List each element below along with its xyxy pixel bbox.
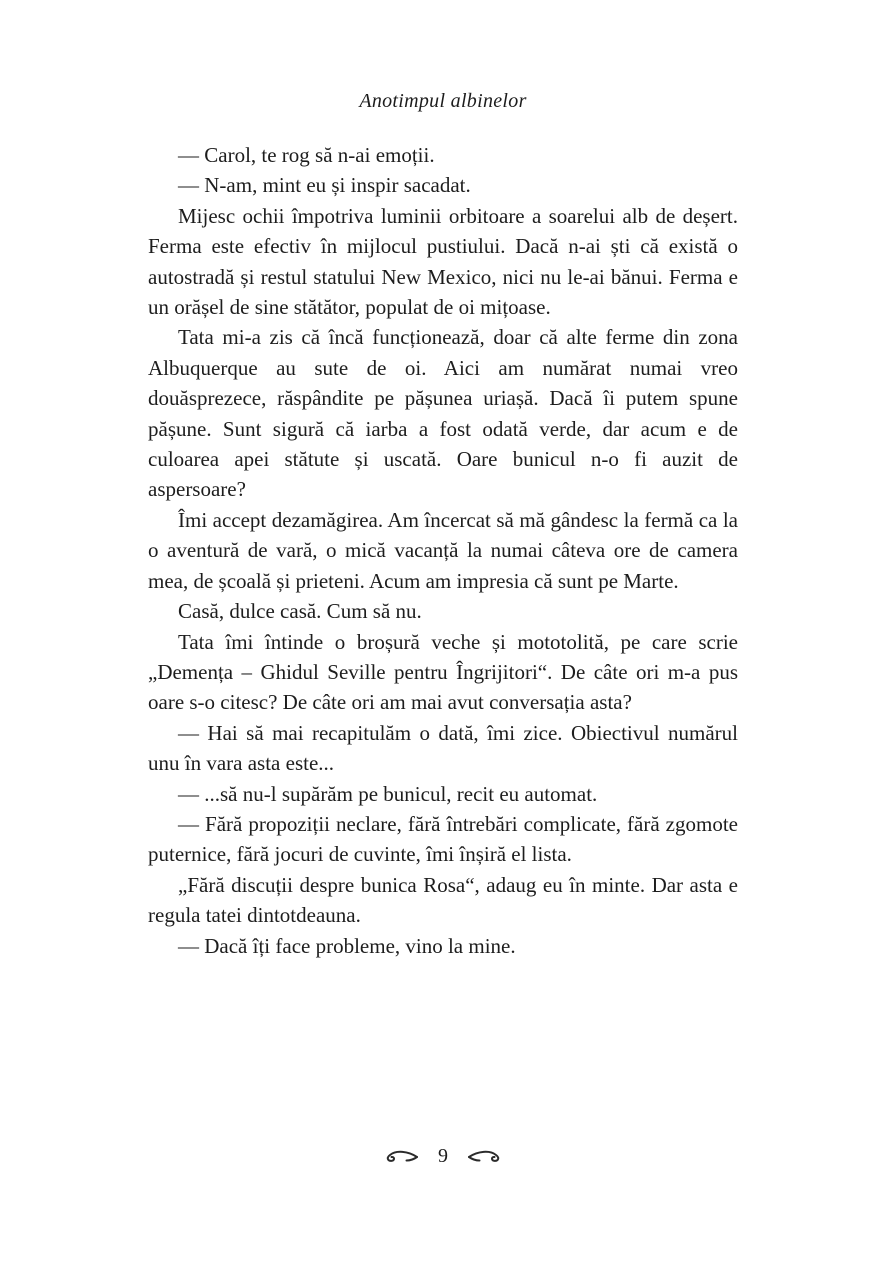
fleuron-left-icon (384, 1148, 418, 1164)
paragraph: — N-am, mint eu și inspir sacadat. (178, 173, 471, 198)
page-footer (148, 1146, 738, 1166)
paragraph: — Hai să mai recapitulăm o dată, îmi zice. Obiectivul numărul unu în vara asta este... (148, 720, 738, 776)
paragraph: „Fără discuții despre bunica Rosa“, adaug eu în minte. Dar asta e regula tatei dintotdeauna. (148, 872, 738, 928)
running-head: Anotimpul albinelor (359, 90, 527, 112)
body-text (148, 140, 738, 961)
paragraph: — Fără propoziții neclare, fără întrebări complicate, fără zgomote puternice, fără jocuri de cuvinte, îmi înșiră el lista. (148, 811, 738, 867)
paragraph: — Dacă îți face probleme, vino la mine. (178, 933, 516, 958)
paragraph: Mijesc ochii împotriva luminii orbitoare a soarelui alb de deșert. Ferma este efectiv în mijlocul pustiului. Dacă n-ai ști că există o autostradă și restul statului New Mexico, nici nu le-ai bănui. Ferma e un orășel de sine stătător, populat de oi mițoase. (148, 203, 738, 320)
page-number: 9 (438, 1145, 448, 1167)
fleuron-right-icon (468, 1148, 502, 1164)
paragraph: — ...să nu-l supărăm pe bunicul, recit eu automat. (178, 781, 598, 806)
paragraph: Casă, dulce casă. Cum să nu. (178, 599, 422, 624)
paragraph: Îmi accept dezamăgirea. Am încercat să mă gândesc la fermă ca la o aventură de vară, o mică vacanță la numai câteva ore de camera mea, de școală și prieteni. Acum am impresia că sunt pe Marte. (148, 507, 738, 593)
paragraph: Tata mi-a zis că încă funcționează, doar că alte ferme din zona Albuquerque au sute de oi. Aici am numărat numai vreo douăsprezece, răspândite pe pășunea uriașă. Dacă îi putem spune pășune. Sunt sigură că iarba a fost odată verde, dar acum e de culoarea apei stătute și uscată. Oare bunicul n-o fi auzit de aspersoare? (148, 325, 738, 502)
paragraph: — Carol, te rog să n-ai emoții. (178, 143, 435, 167)
paragraph: Tata îmi întinde o broșură veche și mototolită, pe care scrie „Demența – Ghidul Seville pentru Îngrijitori“. De câte ori m-a pus oare s-o citesc? De câte ori am mai avut conversația asta? (148, 629, 738, 715)
